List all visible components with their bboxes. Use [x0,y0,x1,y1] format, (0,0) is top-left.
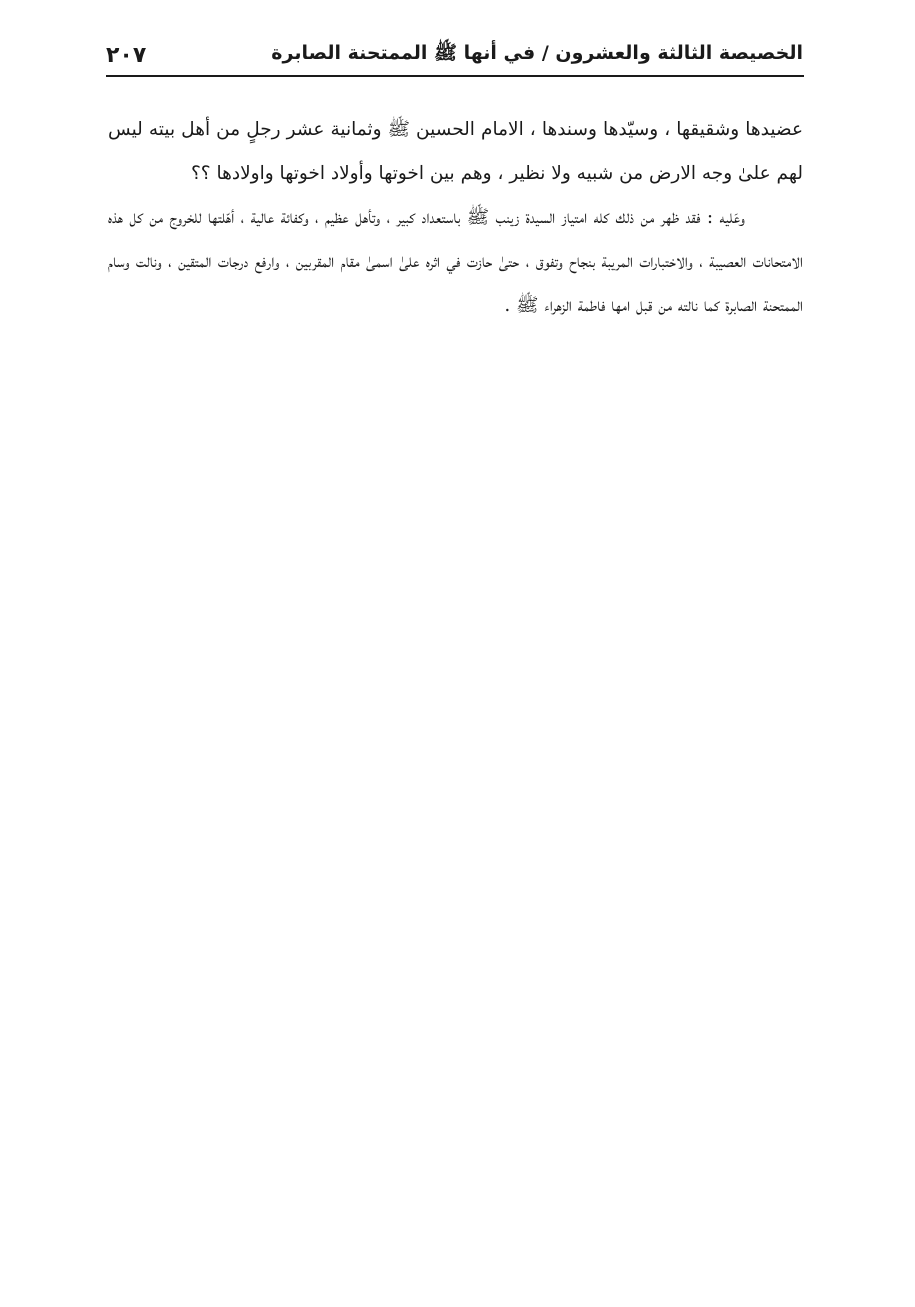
running-title: الخصيصة الثالثة والعشرون / في أنها ﷺ الممتحنة الصابرة [271,42,803,64]
header-rule [106,75,804,77]
body-text [108,108,803,328]
paragraph: وعَليه : فقد ظهر من ذلك كله امتياز السيدة زينب ﷺ باستعداد كبير ، وتأهل عظيم ، وكفائة عالية ، أهّلتها للخروج من كل هذه الامتحانات العصيبة ، والاختبارات المريبة بنجاح وتفوق ، حتىٰ حازت في اثره علىٰ اسمىٰ مقام المقربين ، وارفع درجات المتقين ، ونالت وسام الممتحنة الصابرة كما نالته من قبل امها فاطمة الزهراء ﷺ . [108,207,803,316]
page-number: ٢٠٧ [106,42,147,68]
running-header [106,36,803,74]
paragraph: عضيدها وشقيقها ، وسيّدها وسندها ، الامام الحسين ﷺ وثمانية عشر رجلٍ من أهل بيته ليس لهم علىٰ وجه الارض من شبيه ولا نظير ، وهم بين اخوتها وأولاد اخوتها واولادها ؟؟ [108,119,803,184]
